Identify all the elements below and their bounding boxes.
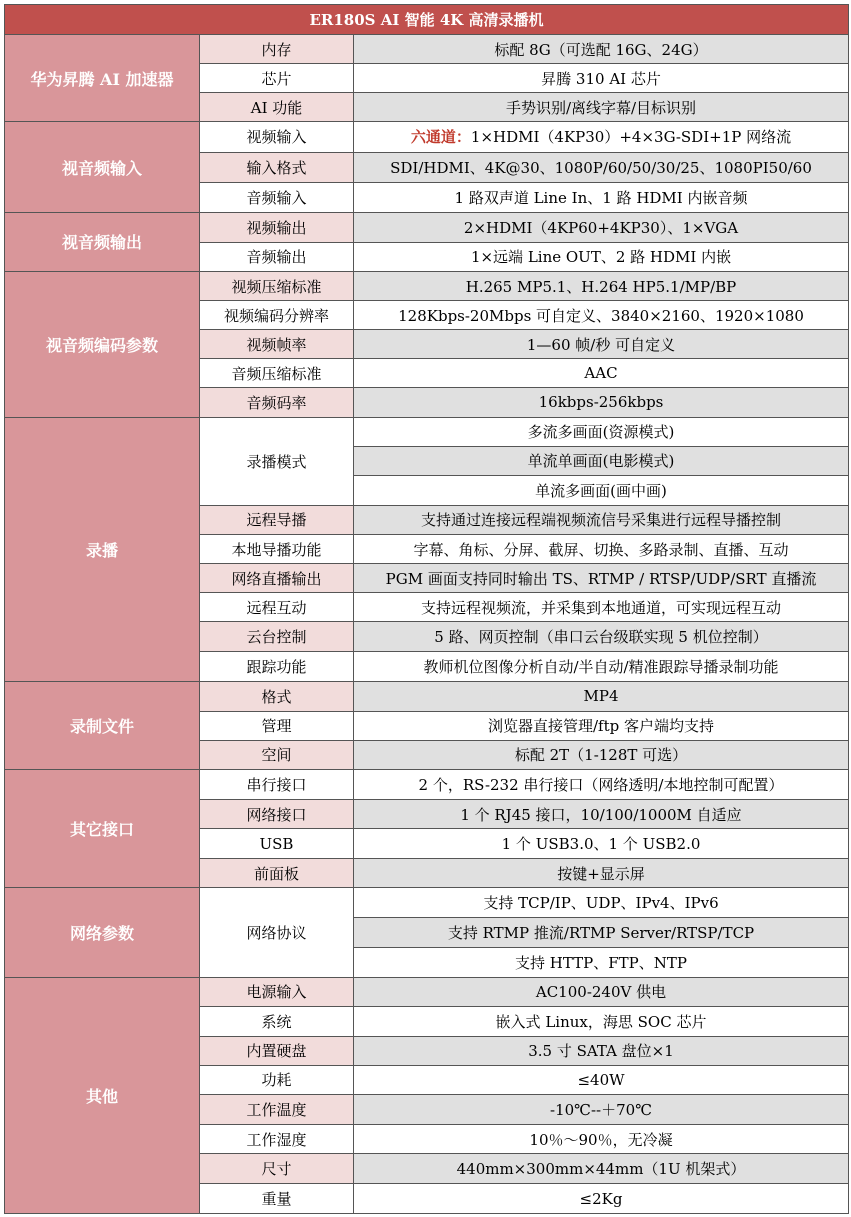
category-network: 网络参数 — [5, 888, 200, 977]
row-value: 手势识别/离线字幕/目标识别 — [354, 93, 849, 122]
row-value: 支持通过连接远程端视频流信号采集进行远程导播控制 — [354, 505, 849, 534]
category-recording-file: 录制文件 — [5, 681, 200, 769]
row-value: 标配 2T（1-128T 可选） — [354, 740, 849, 769]
row-label: 前面板 — [200, 859, 354, 888]
table-title: ER180S AI 智能 4K 高清录播机 — [5, 5, 849, 35]
row-value: 2 个，RS-232 串行接口（网络透明/本地控制可配置） — [354, 769, 849, 799]
value-text: 1×HDMI（4KP30）+4×3G-SDI+1P 网络流 — [470, 128, 792, 147]
row-value: 按键+显示屏 — [354, 859, 849, 888]
table-row — [5, 212, 849, 242]
row-value: -10℃--＋70℃ — [354, 1095, 849, 1125]
row-value: 16kbps-256kbps — [354, 388, 849, 417]
row-value: 支持 RTMP 推流/RTMP Server/RTSP/TCP — [354, 918, 849, 947]
row-value: 浏览器直接管理/ftp 客户端均支持 — [354, 711, 849, 740]
table-row — [5, 271, 849, 300]
row-value — [354, 122, 849, 152]
row-value: 440mm×300mm×44mm（1U 机架式） — [354, 1154, 849, 1184]
row-label: 音频输入 — [200, 182, 354, 212]
row-label: 远程导播 — [200, 505, 354, 534]
table-row — [5, 122, 849, 152]
row-value: 1×远端 Line OUT、2 路 HDMI 内嵌 — [354, 242, 849, 271]
row-label: 本地导播功能 — [200, 534, 354, 563]
row-label: 网络直播输出 — [200, 564, 354, 593]
row-label: 电源输入 — [200, 977, 354, 1006]
category-other: 其他 — [5, 977, 200, 1213]
table-row — [5, 417, 849, 446]
category-encoding: 视音频编码参数 — [5, 271, 200, 417]
row-value: 支持 HTTP、FTP、NTP — [354, 947, 849, 977]
row-label: 功耗 — [200, 1065, 354, 1094]
row-label: 输入格式 — [200, 152, 354, 182]
row-label: 视频压缩标准 — [200, 271, 354, 300]
row-label: 远程互动 — [200, 593, 354, 622]
row-label: USB — [200, 829, 354, 859]
row-value: 3.5 寸 SATA 盘位×1 — [354, 1036, 849, 1065]
row-value: PGM 画面支持同时输出 TS、RTMP / RTSP/UDP/SRT 直播流 — [354, 564, 849, 593]
row-value: ≤2Kg — [354, 1184, 849, 1214]
row-value: 1 个 USB3.0、1 个 USB2.0 — [354, 829, 849, 859]
row-value: AAC — [354, 359, 849, 388]
spec-table — [4, 4, 849, 1214]
row-value: 字幕、角标、分屏、截屏、切换、多路录制、直播、互动 — [354, 534, 849, 563]
row-value: 1—60 帧/秒 可自定义 — [354, 330, 849, 359]
row-value: 多流多画面(资源模式) — [354, 417, 849, 446]
row-label: 系统 — [200, 1006, 354, 1036]
row-label: 串行接口 — [200, 769, 354, 799]
row-label: 网络协议 — [200, 888, 354, 977]
row-label: 音频输出 — [200, 242, 354, 271]
row-value: AC100-240V 供电 — [354, 977, 849, 1006]
row-label: 录播模式 — [200, 417, 354, 505]
row-value: 标配 8G（可选配 16G、24G） — [354, 35, 849, 64]
row-label: 空间 — [200, 740, 354, 769]
row-value: 支持 TCP/IP、UDP、IPv4、IPv6 — [354, 888, 849, 918]
row-label: 视频编码分辨率 — [200, 301, 354, 330]
row-value: 2×HDMI（4KP60+4KP30）、1×VGA — [354, 212, 849, 242]
row-value: H.265 MP5.1、H.264 HP5.1/MP/BP — [354, 271, 849, 300]
category-ports: 其它接口 — [5, 769, 200, 887]
row-label: 管理 — [200, 711, 354, 740]
row-value: SDI/HDMI、4K@30、1080P/60/50/30/25、1080PI50/60 — [354, 152, 849, 182]
title-row — [5, 5, 849, 35]
table-row — [5, 681, 849, 711]
category-av-input: 视音频输入 — [5, 122, 200, 212]
row-label: 音频码率 — [200, 388, 354, 417]
row-value: 1 个 RJ45 接口，10/100/1000M 自适应 — [354, 799, 849, 828]
row-value: 单流多画面(画中画) — [354, 475, 849, 505]
row-label: 芯片 — [200, 64, 354, 93]
row-label: 工作湿度 — [200, 1125, 354, 1154]
row-value: 10％～90％，无冷凝 — [354, 1125, 849, 1154]
row-label: 内存 — [200, 35, 354, 64]
row-label: 音频压缩标准 — [200, 359, 354, 388]
row-value: MP4 — [354, 681, 849, 711]
row-value: 5 路、网页控制（串口云台级联实现 5 机位控制） — [354, 622, 849, 652]
row-label: 视频帧率 — [200, 330, 354, 359]
row-value: 1 路双声道 Line In、1 路 HDMI 内嵌音频 — [354, 182, 849, 212]
row-label: 工作温度 — [200, 1095, 354, 1125]
table-row — [5, 35, 849, 64]
row-value: ≤40W — [354, 1065, 849, 1094]
row-value: 教师机位图像分析自动/半自动/精准跟踪导播录制功能 — [354, 652, 849, 681]
category-av-output: 视音频输出 — [5, 212, 200, 271]
row-label: 重量 — [200, 1184, 354, 1214]
row-value: 支持远程视频流，并采集到本地通道，可实现远程互动 — [354, 593, 849, 622]
row-label: 格式 — [200, 681, 354, 711]
row-label: 视频输入 — [200, 122, 354, 152]
row-label: 网络接口 — [200, 799, 354, 828]
table-row — [5, 977, 849, 1006]
row-label: AI 功能 — [200, 93, 354, 122]
table-row — [5, 769, 849, 799]
table-row — [5, 888, 849, 918]
row-label: 视频输出 — [200, 212, 354, 242]
category-ai: 华为昇腾 AI 加速器 — [5, 35, 200, 122]
highlight-text: 六通道： — [410, 128, 471, 147]
category-recording: 录播 — [5, 417, 200, 681]
row-value: 昇腾 310 AI 芯片 — [354, 64, 849, 93]
row-value: 128Kbps-20Mbps 可自定义、3840×2160、1920×1080 — [354, 301, 849, 330]
row-label: 尺寸 — [200, 1154, 354, 1184]
row-value: 单流单画面(电影模式) — [354, 446, 849, 475]
row-value: 嵌入式 Linux，海思 SOC 芯片 — [354, 1006, 849, 1036]
row-label: 跟踪功能 — [200, 652, 354, 681]
row-label: 云台控制 — [200, 622, 354, 652]
row-label: 内置硬盘 — [200, 1036, 354, 1065]
